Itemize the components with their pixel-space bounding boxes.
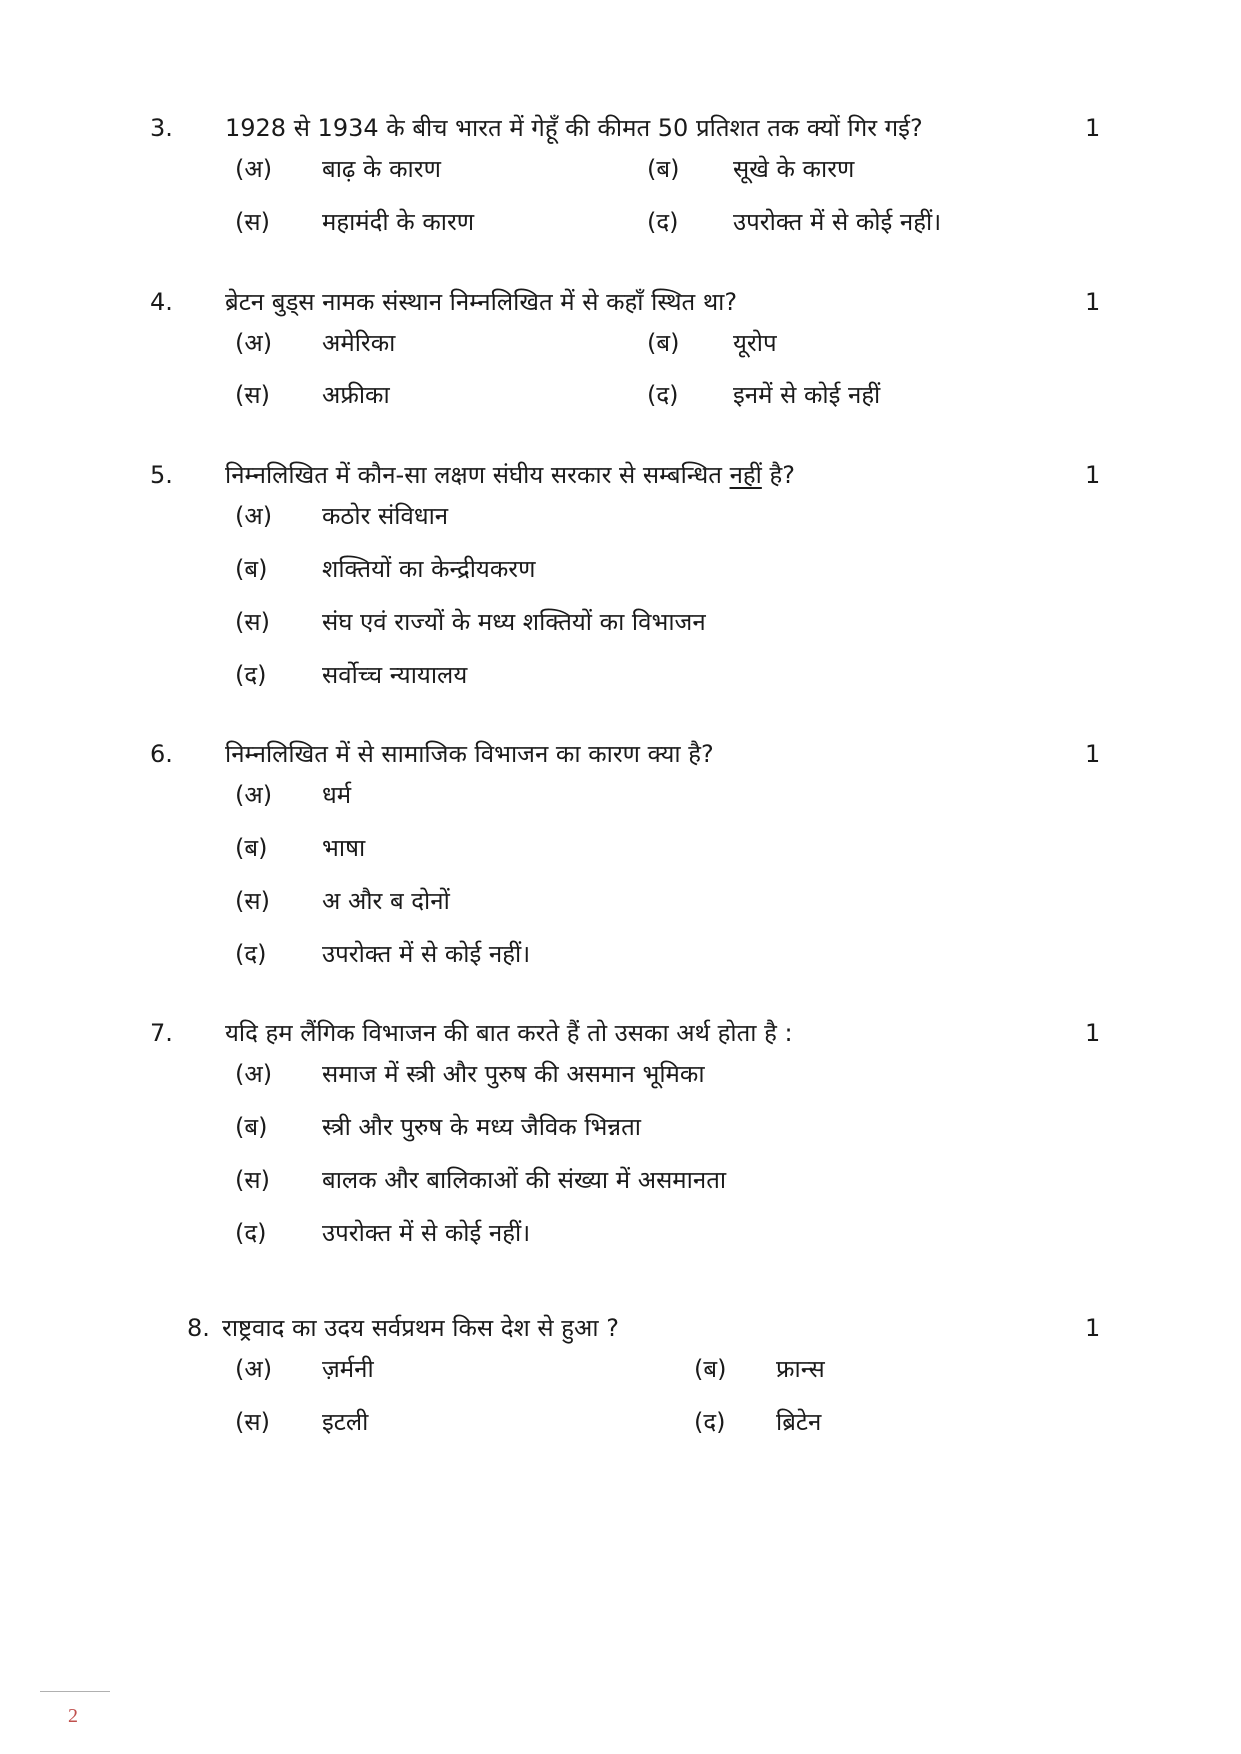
question-marks: 1 <box>1085 1019 1101 1047</box>
option-text: अफ्रीका <box>322 381 390 409</box>
option-label: (द) <box>235 940 267 968</box>
option-label: (द) <box>235 661 267 689</box>
question-number: 5. <box>150 461 173 489</box>
option-text: सर्वोच्च न्यायालय <box>322 661 468 689</box>
option-text: फ्रान्स <box>776 1355 825 1383</box>
option-text: शक्तियों का केन्द्रीयकरण <box>322 555 536 583</box>
option-label: (स) <box>235 1166 270 1194</box>
question-number: 6. <box>150 740 173 768</box>
question-number: 8. <box>187 1314 210 1342</box>
option-text: भाषा <box>322 834 366 862</box>
question-text: यदि हम लैंगिक विभाजन की बात करते हैं तो उसका अर्थ होता है : <box>225 1019 793 1047</box>
option-text: उपरोक्त में से कोई नहीं। <box>733 208 942 236</box>
option-text: इनमें से कोई नहीं <box>733 381 881 409</box>
underlined-word: नहीं <box>729 461 762 489</box>
option-text: समाज में स्त्री और पुरुष की असमान भूमिका <box>322 1060 705 1088</box>
question-text <box>225 459 795 491</box>
option-label: (अ) <box>235 1355 273 1383</box>
option-label: (द) <box>647 381 679 409</box>
question-marks: 1 <box>1085 740 1101 768</box>
question-text: 1928 से 1934 के बीच भारत में गेहूँ की कीमत 50 प्रतिशत तक क्यों गिर गई? <box>225 114 923 142</box>
option-text: धर्म <box>322 781 352 809</box>
option-text: उपरोक्त में से कोई नहीं। <box>322 1219 531 1247</box>
option-label: (अ) <box>235 329 273 357</box>
option-text: बालक और बालिकाओं की संख्या में असमानता <box>322 1166 727 1194</box>
option-label: (स) <box>235 608 270 636</box>
page-number: 2 <box>68 1705 78 1727</box>
option-label: (ब) <box>647 155 680 183</box>
question-number: 7. <box>150 1019 173 1047</box>
option-label: (अ) <box>235 781 273 809</box>
question-number: 3. <box>150 114 173 142</box>
option-label: (ब) <box>647 329 680 357</box>
option-text: ज़र्मनी <box>322 1355 374 1383</box>
option-text: महामंदी के कारण <box>322 208 475 236</box>
option-text: अमेरिका <box>322 329 396 357</box>
option-text: उपरोक्त में से कोई नहीं। <box>322 940 531 968</box>
option-label: (अ) <box>235 502 273 530</box>
question-text-part: निम्नलिखित में कौन-सा लक्षण संघीय सरकार से सम्बन्धित <box>225 461 722 489</box>
option-text: इटली <box>322 1408 369 1436</box>
option-label: (ब) <box>235 1113 268 1141</box>
option-text: कठोर संविधान <box>322 502 449 530</box>
question-marks: 1 <box>1085 114 1101 142</box>
option-text: स्त्री और पुरुष के मध्य जैविक भिन्नता <box>322 1113 641 1141</box>
question-text: ब्रेटन बुड्स नामक संस्थान निम्नलिखित में से कहाँ स्थित था? <box>225 288 738 316</box>
option-label: (द) <box>647 208 679 236</box>
option-text: सूखे के कारण <box>733 155 855 183</box>
option-label: (ब) <box>235 555 268 583</box>
option-text: यूरोप <box>733 329 777 357</box>
question-marks: 1 <box>1085 288 1101 316</box>
question-marks: 1 <box>1085 461 1101 489</box>
option-label: (स) <box>235 887 270 915</box>
option-label: (ब) <box>694 1355 727 1383</box>
option-label: (द) <box>235 1219 267 1247</box>
option-label: (स) <box>235 1408 270 1436</box>
option-text: ब्रिटेन <box>776 1408 822 1436</box>
option-label: (अ) <box>235 1060 273 1088</box>
option-text: संघ एवं राज्यों के मध्य शक्तियों का विभाजन <box>322 608 706 636</box>
option-label: (स) <box>235 208 270 236</box>
option-text: अ और ब दोनों <box>322 887 450 915</box>
option-label: (ब) <box>235 834 268 862</box>
question-text: निम्नलिखित में से सामाजिक विभाजन का कारण क्या है? <box>225 740 714 768</box>
option-label: (द) <box>694 1408 726 1436</box>
question-marks: 1 <box>1085 1314 1101 1342</box>
question-text-part: है? <box>769 461 795 489</box>
question-text: राष्ट्रवाद का उदय सर्वप्रथम किस देश से हुआ ? <box>222 1314 619 1342</box>
question-number: 4. <box>150 288 173 316</box>
footer-divider <box>40 1691 110 1692</box>
option-label: (अ) <box>235 155 273 183</box>
option-text: बाढ़ के कारण <box>322 155 441 183</box>
option-label: (स) <box>235 381 270 409</box>
